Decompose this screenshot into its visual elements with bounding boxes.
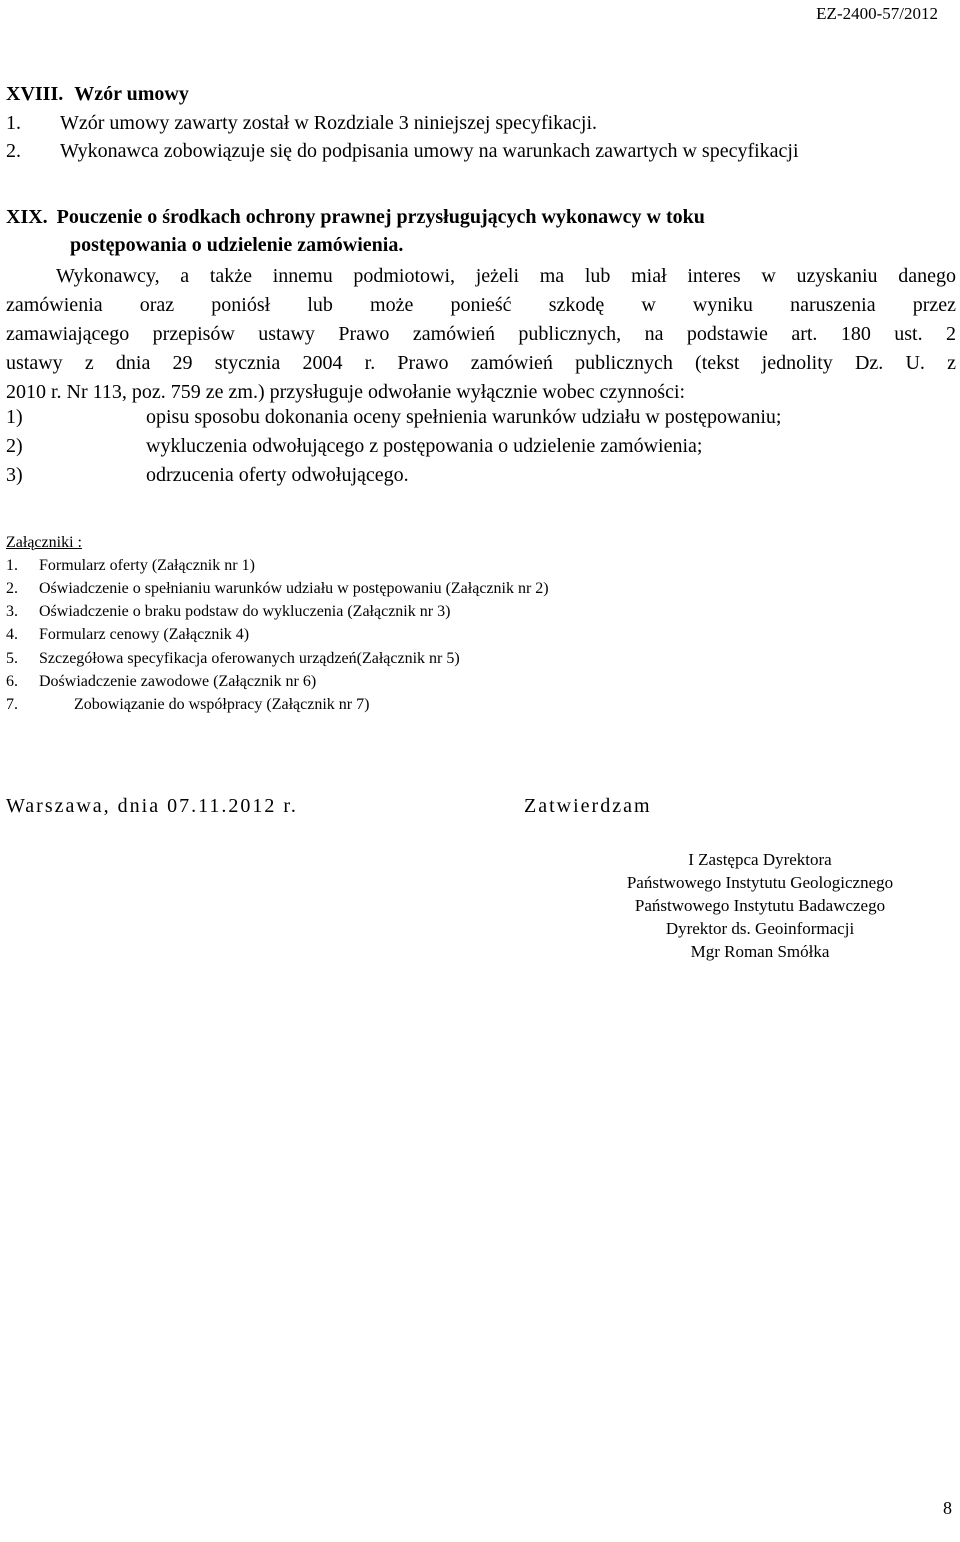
attachment-text: Oświadczenie o spełnianiu warunków udziału w postępowaniu (Załącznik nr 2) [39,580,549,597]
item-number: 1. [6,112,21,134]
attachment-number: 1. [6,557,18,574]
point-number: 3) [6,464,23,486]
attachment-text: Formularz oferty (Załącznik nr 1) [39,557,255,574]
section-18-item [6,140,799,163]
attachment-item [6,650,460,668]
section-19-title-line1: Pouczenie o środkach ochrony prawnej przysługujących wykonawcy w toku [56,206,705,228]
point-number: 2) [6,435,23,457]
point-text: odrzucenia oferty odwołującego. [146,464,409,486]
item-number: 2. [6,140,21,162]
section-19-body-line: ustawy z dnia 29 stycznia 2004 r. Prawo zamówień publicznych (tekst jednolity Dz. U. z [6,352,956,374]
section-18-number: XVIII. [6,83,64,105]
attachment-number: 6. [6,673,18,690]
section-19-body-line: 2010 r. Nr 113, poz. 759 ze zm.) przysługuje odwołanie wyłącznie wobec czynności: [6,381,686,403]
attachment-item [6,603,450,621]
point-number: 1) [6,406,23,428]
attachment-item [6,673,316,691]
attachment-item [6,557,255,575]
section-18-title: Wzór umowy [74,83,189,105]
section-18-item [6,112,597,135]
attachment-text: Formularz cenowy (Załącznik 4) [39,626,250,643]
signatory-name: Mgr Roman Smółka [690,942,830,961]
section-19-point [6,464,409,487]
section-19-body-line: Wykonawcy, a także innemu podmiotowi, jeżeli ma lub miał interes w uzyskaniu danego [56,265,956,287]
attachment-number: 7. [6,696,18,713]
section-19-heading [6,206,705,229]
attachment-number: 2. [6,580,18,597]
attachment-number: 5. [6,650,18,667]
signatory-line: Państwowego Instytutu Badawczego [634,896,886,915]
item-text: Wzór umowy zawarty został w Rozdziale 3 niniejszej specyfikacji. [60,112,598,134]
attachments-heading: Załączniki : [6,534,82,551]
attachment-item [6,626,249,644]
attachment-item [6,580,549,598]
document-code: EZ-2400-57/2012 [816,4,938,23]
attachment-text: Oświadczenie o braku podstaw do wykluczenia (Załącznik nr 3) [39,603,451,620]
attachment-item [6,696,369,714]
section-19-point [6,435,702,458]
item-text: Wykonawca zobowiązuje się do podpisania umowy na warunkach zawartych w specyfikacji [60,140,799,162]
approval-label: Zatwierdzam [524,795,652,817]
point-text: wykluczenia odwołującego z postępowania o udzielenie zamówienia; [146,435,703,457]
page-number: 8 [943,1498,952,1518]
attachment-text: Szczegółowa specyfikacja oferowanych urządzeń(Załącznik nr 5) [39,650,460,667]
signatory-line: Dyrektor ds. Geoinformacji [665,919,855,938]
attachment-text: Zobowiązanie do współpracy (Załącznik nr 7) [74,696,370,713]
signatory-line: Państwowego Instytutu Geologicznego [626,873,894,892]
place-and-date: Warszawa, dnia 07.11.2012 r. [6,795,298,817]
attachment-number: 4. [6,626,18,643]
section-19-body-line: zamawiającego przepisów ustawy Prawo zamówień publicznych, na podstawie art. 180 ust. 2 [6,323,956,345]
point-text: opisu sposobu dokonania oceny spełnienia warunków udziału w postępowaniu; [146,406,782,428]
attachment-number: 3. [6,603,18,620]
signatory-line: I Zastępca Dyrektora [688,850,832,869]
section-19-title-line2: postępowania o udzielenie zamówienia. [70,234,404,256]
section-18-heading [6,83,189,106]
section-19-body-line: zamówienia oraz poniósł lub może ponieść szkodę w wyniku naruszenia przez [6,294,956,316]
section-19-point [6,406,781,429]
attachment-text: Doświadczenie zawodowe (Załącznik nr 6) [39,673,317,690]
section-19-number: XIX. [6,206,48,228]
